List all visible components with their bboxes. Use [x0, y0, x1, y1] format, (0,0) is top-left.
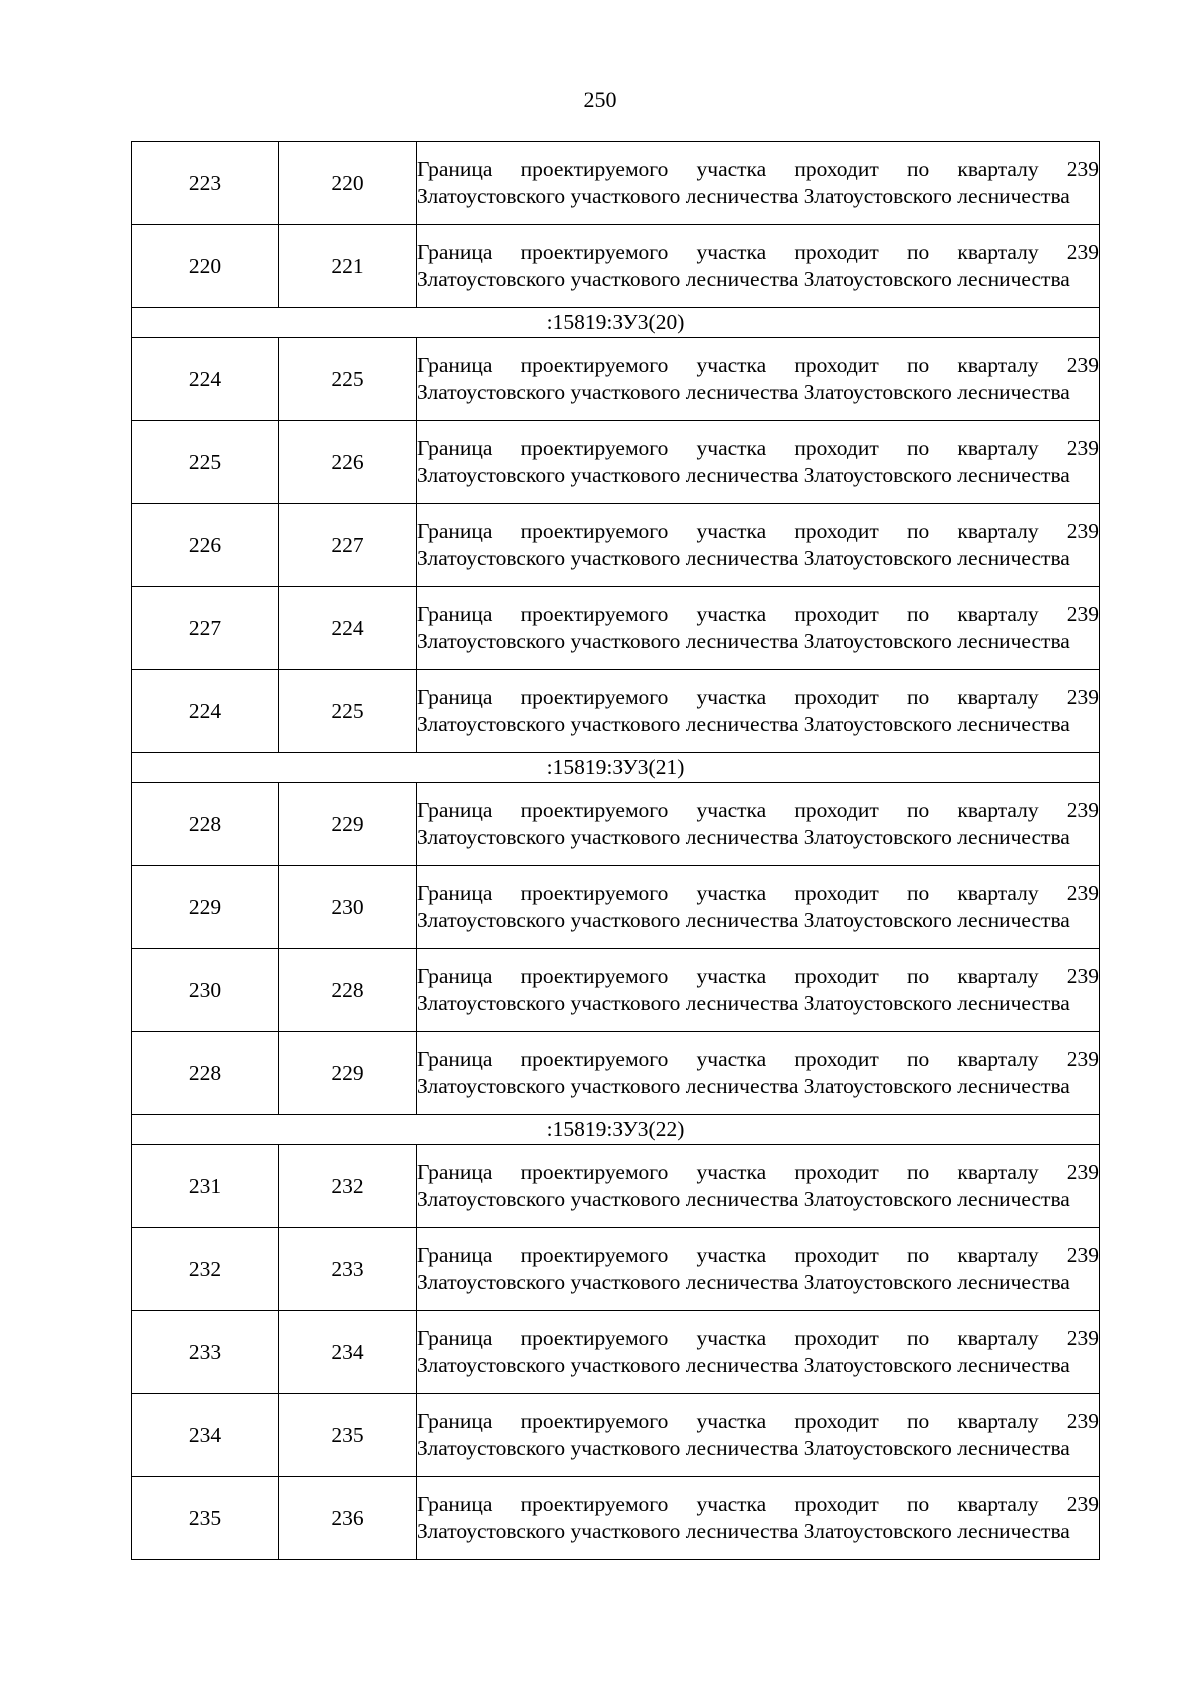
- point-from-cell: 233: [132, 1311, 279, 1394]
- point-to-cell: 230: [279, 866, 417, 949]
- point-from-cell: 227: [132, 587, 279, 670]
- table-row: [132, 670, 1100, 753]
- table-row: [132, 1145, 1100, 1228]
- description-cell: Граница проектируемого участка проходит по кварталу 239 Златоустовского участкового лесничества Златоустовского лесничества: [417, 1477, 1100, 1560]
- point-to-cell: 236: [279, 1477, 417, 1560]
- point-to-cell: 226: [279, 421, 417, 504]
- table-row: [132, 1228, 1100, 1311]
- point-to-cell: 227: [279, 504, 417, 587]
- point-to-cell: 233: [279, 1228, 417, 1311]
- table-row: [132, 338, 1100, 421]
- table-row: [132, 866, 1100, 949]
- table-row: [132, 1032, 1100, 1115]
- point-from-cell: 223: [132, 142, 279, 225]
- point-to-cell: 234: [279, 1311, 417, 1394]
- description-cell: Граница проектируемого участка проходит по кварталу 239 Златоустовского участкового лесничества Златоустовского лесничества: [417, 949, 1100, 1032]
- table-row: [132, 1311, 1100, 1394]
- description-cell: Граница проектируемого участка проходит по кварталу 239 Златоустовского участкового лесничества Златоустовского лесничества: [417, 587, 1100, 670]
- description-cell: Граница проектируемого участка проходит по кварталу 239 Златоустовского участкового лесничества Златоустовского лесничества: [417, 225, 1100, 308]
- table-body: [132, 142, 1100, 1560]
- section-label: :15819:ЗУ3(21): [132, 753, 1100, 783]
- point-from-cell: 228: [132, 783, 279, 866]
- table-row: [132, 587, 1100, 670]
- point-from-cell: 231: [132, 1145, 279, 1228]
- point-from-cell: 220: [132, 225, 279, 308]
- point-from-cell: 235: [132, 1477, 279, 1560]
- description-cell: Граница проектируемого участка проходит по кварталу 239 Златоустовского участкового лесничества Златоустовского лесничества: [417, 504, 1100, 587]
- description-cell: Граница проектируемого участка проходит по кварталу 239 Златоустовского участкового лесничества Златоустовского лесничества: [417, 421, 1100, 504]
- description-cell: Граница проектируемого участка проходит по кварталу 239 Златоустовского участкового лесничества Златоустовского лесничества: [417, 338, 1100, 421]
- description-cell: Граница проектируемого участка проходит по кварталу 239 Златоустовского участкового лесничества Златоустовского лесничества: [417, 783, 1100, 866]
- table-row: [132, 504, 1100, 587]
- point-from-cell: 225: [132, 421, 279, 504]
- table-row: [132, 421, 1100, 504]
- page-number: 250: [583, 87, 617, 112]
- point-to-cell: 229: [279, 783, 417, 866]
- point-from-cell: 232: [132, 1228, 279, 1311]
- description-cell: Граница проектируемого участка проходит по кварталу 239 Златоустовского участкового лесничества Златоустовского лесничества: [417, 1228, 1100, 1311]
- description-cell: Граница проектируемого участка проходит по кварталу 239 Златоустовского участкового лесничества Златоустовского лесничества: [417, 866, 1100, 949]
- point-to-cell: 229: [279, 1032, 417, 1115]
- table-row: [132, 949, 1100, 1032]
- description-cell: Граница проектируемого участка проходит по кварталу 239 Златоустовского участкового лесничества Златоустовского лесничества: [417, 1145, 1100, 1228]
- point-from-cell: 226: [132, 504, 279, 587]
- description-cell: Граница проектируемого участка проходит по кварталу 239 Златоустовского участкового лесничества Златоустовского лесничества: [417, 1032, 1100, 1115]
- table-row: [132, 1394, 1100, 1477]
- section-header-row: [132, 1115, 1100, 1145]
- table-row: [132, 142, 1100, 225]
- point-to-cell: 228: [279, 949, 417, 1032]
- section-header-row: [132, 308, 1100, 338]
- point-from-cell: 229: [132, 866, 279, 949]
- point-to-cell: 220: [279, 142, 417, 225]
- section-header-row: [132, 753, 1100, 783]
- description-cell: Граница проектируемого участка проходит по кварталу 239 Златоустовского участкового лесничества Златоустовского лесничества: [417, 1394, 1100, 1477]
- description-cell: Граница проектируемого участка проходит по кварталу 239 Златоустовского участкового лесничества Златоустовского лесничества: [417, 1311, 1100, 1394]
- point-to-cell: 221: [279, 225, 417, 308]
- point-to-cell: 225: [279, 338, 417, 421]
- description-cell: Граница проектируемого участка проходит по кварталу 239 Златоустовского участкового лесничества Златоустовского лесничества: [417, 670, 1100, 753]
- point-from-cell: 224: [132, 338, 279, 421]
- table-row: [132, 783, 1100, 866]
- point-to-cell: 232: [279, 1145, 417, 1228]
- point-from-cell: 224: [132, 670, 279, 753]
- section-label: :15819:ЗУ3(20): [132, 308, 1100, 338]
- point-from-cell: 230: [132, 949, 279, 1032]
- point-from-cell: 228: [132, 1032, 279, 1115]
- table-row: [132, 225, 1100, 308]
- table-row: [132, 1477, 1100, 1560]
- point-from-cell: 234: [132, 1394, 279, 1477]
- boundary-table: [131, 141, 1100, 1560]
- point-to-cell: 225: [279, 670, 417, 753]
- section-label: :15819:ЗУ3(22): [132, 1115, 1100, 1145]
- description-cell: Граница проектируемого участка проходит по кварталу 239 Златоустовского участкового лесничества Златоустовского лесничества: [417, 142, 1100, 225]
- point-to-cell: 224: [279, 587, 417, 670]
- point-to-cell: 235: [279, 1394, 417, 1477]
